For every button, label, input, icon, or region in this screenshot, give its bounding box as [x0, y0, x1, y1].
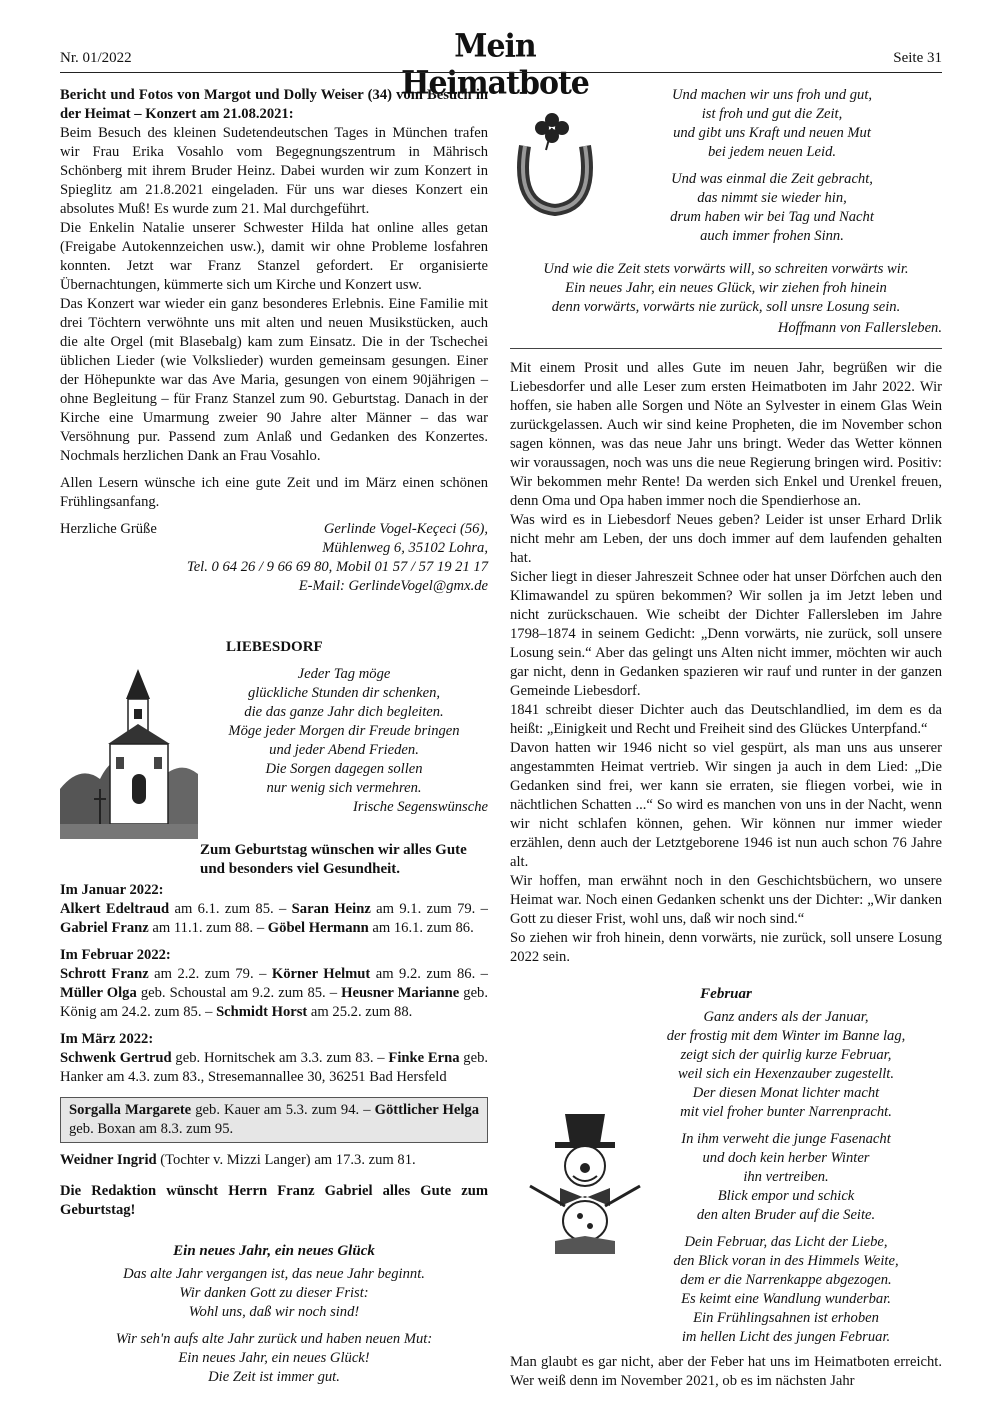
section-title-liebesdorf: LIEBESDORF [226, 639, 323, 655]
issue-number: Nr. 01/2022 [60, 50, 132, 66]
person-detail: am 9.1. zum 79. – [370, 901, 488, 917]
poem-line: Ganz anders als der Januar, [703, 1009, 869, 1025]
horseshoe-clover-illustration [510, 106, 600, 216]
poem-line: das nimmt sie wieder hin, [697, 190, 847, 206]
liebesdorf-block [60, 665, 488, 845]
poem-line: Dein Februar, das Licht der Liebe, [684, 1234, 888, 1250]
person-detail: geb. Hornitschek am 3.3. zum 83. – [171, 1050, 389, 1066]
person-name: Heusner Marianne [341, 985, 460, 1001]
page-number: Seite 31 [893, 50, 942, 66]
article-paragraph-5: Davon hatten wir 1946 nicht so viel gespürt, als man uns aus unserer angestammten Heimat vertrieb. Wir singen ja auch in dem Lied: „Die Gedanken sind frei, wer kann sie erraten, sie fliegen vorbei, wie in nächtlichen Schatten ...“ So wird es manchen von uns in der Nacht, wenn wir nicht schlafen können, gehen. Wir können nur immer wieder erzählen, denn auch der Letztgeborene 1946 ist nun auch schon 76 Jahre alt. [510, 740, 942, 870]
person-detail: am 11.1. zum 88. – [148, 920, 268, 936]
article-paragraph-2: Was wird es in Liebesdorf Neues geben? Leider ist unser Erhard Drlik nicht mehr am Leben, der uns doch immer auf dem laufenden gehalten hat. [510, 512, 942, 566]
poem-line: drum haben wir bei Tag und Nacht [670, 209, 874, 225]
divider-rule [510, 348, 942, 349]
person-detail: geb. König am 24.2. zum 85. – [60, 985, 488, 1020]
month-heading-march: Im März 2022: [60, 1031, 154, 1047]
person-name: Schrott Franz [60, 966, 149, 982]
poem-line: Ein neues Jahr, ein neues Glück, wir ziehen froh hinein [565, 280, 887, 296]
signature-block [60, 520, 488, 596]
person-name: Weidner Ingrid [60, 1152, 157, 1168]
person-name: Alkert Edeltraud [60, 901, 170, 917]
poem-stanza [60, 1330, 488, 1387]
poem-line: Und was einmal die Zeit gebracht, [671, 171, 873, 187]
person-name: Saran Heinz [291, 901, 371, 917]
poem-line: Es keimt eine Wandlung wunderbar. [681, 1291, 891, 1307]
poem-line: Die Sorgen dagegen sollen [265, 761, 423, 777]
article-paragraph-4: 1841 schreibt dieser Dichter auch das Deutschlandlied, im dem es da heißt: „Einigkeit und Recht und Freiheit sind des Glückes Unterpfand.“ [510, 702, 942, 737]
poem-line: Wohl uns, daß wir noch sind! [188, 1304, 360, 1320]
birthday-heading: Zum Geburtstag wünschen wir alles Gute und besonders viel Gesundheit. [200, 842, 467, 877]
poem-line: bei jedem neuen Leid. [707, 144, 837, 160]
poem-stanza [630, 1130, 942, 1225]
sig-line: Gerlinde Vogel-Keçeci (56), [323, 521, 488, 537]
month-heading-february: Im Februar 2022: [60, 947, 171, 963]
greeting: Herzliche Grüße [60, 521, 157, 537]
person-name: Göttlicher Helga [374, 1102, 479, 1118]
poem-line: Möge jeder Morgen dir Freude bringen [228, 723, 460, 739]
person-detail: am 9.2. zum 86. – [370, 966, 488, 982]
signature-address [187, 520, 488, 596]
poem-line: Das alte Jahr vergangen ist, das neue Jahr beginnt. [123, 1266, 425, 1282]
report-paragraph-1: Beim Besuch des kleinen Sudetendeutschen Tages in München trafen wir Frau Erika Vosahlo vom Begegnungszentrum in Mährisch Schönberg mit ihrem Bruder Heinz. Dabei wurden wir zum Konzert in Spieglitz am 21.8.2021 eingeladen. Für uns war dieses Konzert ein absolutes Muß! Es wurde zum 21. Mal durchgeführt. [60, 125, 488, 217]
birthday-list-february [60, 965, 488, 1022]
poem-line: zeigt sich der quirlig kurze Februar, [680, 1047, 892, 1063]
report-paragraph-3: Das Konzert war wieder ein ganz besonderes Erlebnis. Eine Familie mit drei Töchtern verwöhnte uns mit alten und neuen Musikstücken, auch die alte Orgel (mit Blasebalg) kam zum Einsatz. Die in der Tschechei üblichen Lieder (wie Volkslieder) wurden gemeinsam gesungen. Einer der Höhepunkte war das Ave Maria, gesungen von einem 90jährigen – ohne Begleitung – für Franz Stanzel zum 90. Geburtstag. Danach in der Kirche eine Umarmung zweier 90 Jahre alter Männer – das war Versöhnung pur. Passend zum Anlaß und Gedanken des Konzertes. Nochmals herzlichen Dank an Frau Vosahlo. [60, 296, 488, 464]
person-name: Müller Olga [60, 985, 137, 1001]
poem-line: der frostig mit dem Winter im Banne lag, [666, 1028, 906, 1044]
poem-line: weil sich ein Hexenzauber zugestellt. [677, 1066, 895, 1082]
poem-line: den alten Bruder auf die Seite. [696, 1207, 876, 1223]
left-column [60, 86, 488, 1387]
article-paragraph-final: Man glaubt es gar nicht, aber der Feber hat uns im Heimatboten erreicht. Wer weiß denn im November 2021, ob es im nächsten Jahr [510, 1354, 942, 1389]
person-detail: geb. Boxan am 8.3. zum 95. [69, 1121, 234, 1137]
poem-line: Jeder Tag möge [297, 666, 391, 682]
horseshoe-poem-block [510, 86, 942, 256]
poem-stanza [60, 1265, 488, 1322]
poem-title-new-year: Ein neues Jahr, ein neues Glück [173, 1243, 375, 1259]
poem-line: die das ganze Jahr dich begleiten. [244, 704, 444, 720]
horseshoe-poem [602, 86, 942, 246]
report-paragraph-4: Allen Lesern wünsche ich eine gute Zeit und im März einen schönen Frühlingsanfang. [60, 475, 488, 510]
person-name: Körner Helmut [271, 966, 371, 982]
birthday-list-march [60, 1049, 488, 1087]
poem-line: mit viel froher bunter Narrenpracht. [680, 1104, 892, 1120]
sig-line: Mühlenweg 6, 35102 Lohra, [322, 540, 488, 556]
poem-line: Und wie die Zeit stets vorwärts will, so schreiten vorwärts wir. [543, 261, 909, 277]
irish-blessing-poem [200, 665, 488, 817]
sig-line: Tel. 0 64 26 / 9 66 69 80, Mobil 01 57 / 57 19 21 17 [186, 559, 488, 575]
person-detail: geb. Kauer am 5.3. zum 94. – [191, 1102, 375, 1118]
report-paragraph-2: Die Enkelin Natalie unserer Schwester Hilda hat online alles getan (Freigabe Autokennzeichen usw.), damit wir ohne Probleme losfahren konnten. Jetzt war Franz Stanzel gefordert. Er organisierte Übernachtungen, kümmerte sich um Kirche und Konzert usw. [60, 220, 488, 293]
person-name: Schwenk Gertrud [60, 1050, 172, 1066]
february-poem-block [510, 1008, 942, 1347]
poem-stanza [630, 1233, 942, 1347]
person-detail: am 25.2. zum 88. [307, 1004, 413, 1020]
right-column [510, 86, 942, 1391]
poem-line: nur wenig sich vermehren. [266, 780, 422, 796]
report-title: Bericht und Fotos von Margot und Dolly Weiser (34) vom Besuch in der Heimat – Konzert am 21.08.2021: [60, 87, 488, 122]
person-detail: geb. Schoustal am 9.2. zum 85. – [136, 985, 342, 1001]
poem-line: In ihm verweht die junge Fasenacht [681, 1131, 891, 1147]
person-name: Schmidt Horst [216, 1004, 308, 1020]
poem-stanza [602, 86, 942, 162]
person-name: Gabriel Franz [60, 920, 149, 936]
article-paragraph-7: So ziehen wir froh hinein, denn vorwärts, nie zurück, soll unsere Losung 2022 sein. [510, 930, 942, 965]
person-name: Sorgalla Margarete [69, 1102, 192, 1118]
person-detail: (Tochter v. Mizzi Langer) am 17.3. zum 81. [156, 1152, 416, 1168]
header-rule [60, 72, 942, 73]
poem-line: Der diesen Monat lichter macht [692, 1085, 880, 1101]
sig-line: E-Mail: GerlindeVogel@gmx.de [298, 578, 488, 594]
person-name: Göbel Hermann [267, 920, 369, 936]
poem-line: auch immer frohen Sinn. [700, 228, 844, 244]
person-name: Finke Erna [388, 1050, 460, 1066]
poem-line: Blick empor und schick [717, 1188, 855, 1204]
poem-stanza [602, 170, 942, 246]
february-poem [630, 1008, 942, 1347]
poem-line: und gibt uns Kraft und neuen Mut [673, 125, 871, 141]
poem-line: Und machen wir uns froh und gut, [671, 87, 873, 103]
fallersleben-stanza [510, 260, 942, 317]
month-heading-january: Im Januar 2022: [60, 882, 164, 898]
poem-line: Wir danken Gott zu dieser Frist: [179, 1285, 369, 1301]
fallersleben-attribution: Hoffmann von Fallersleben. [777, 320, 942, 336]
poem-line: glückliche Stunden dir schenken, [247, 685, 441, 701]
poem-line: Ein neues Jahr, ein neues Glück! [178, 1350, 370, 1366]
article-paragraph-6: Wir hoffen, man erwähnt noch in den Geschichtsbüchern, wo unsere Heimat war. Noch einen Gedanken schenkt uns der Dichter: „Wir danken Gott zu dieser Frist, wohl uns, daß wir noch sind.“ [510, 873, 942, 927]
article-paragraph-1: Mit einem Prosit und alles Gute im neuen Jahr, begrüßen wir die Liebesdorfer und alle Leser zum ersten Heimatboten im Jahr 2022. Wir hoffen, sie haben alle Sorgen und Nöte an Sylvester in einem Glas Wein zurückgelassen. Auch wir sind keine Propheten, die im November schon sagen können, was das neue Jahr uns bringt. Weder das Wetter können wir voraussagen, noch was uns die neue Regierung bringen wird. Positiv: Wir bekommen mehr Rente! Da werden sich Enkel und Urenkel freuen, denn Oma und Opa haben immer noch die Spendierhose an. [510, 360, 942, 509]
poem-line: Wir seh'n aufs alte Jahr zurück und haben neuen Mut: [115, 1331, 433, 1347]
poem-line: dem er die Narrenkappe abgezogen. [680, 1272, 892, 1288]
person-detail: am 16.1. zum 86. [368, 920, 474, 936]
poem-line: Ein Frühlingsahnen ist erhoben [693, 1310, 879, 1326]
poem-line: Die Zeit ist immer gut. [208, 1369, 340, 1385]
poem-line: denn vorwärts, vorwärts nie zurück, soll unsre Losung sein. [551, 299, 901, 315]
birthday-weidner [60, 1151, 488, 1170]
poem-line: und doch kein herber Winter [702, 1150, 870, 1166]
church-illustration [60, 669, 198, 839]
poem-stanza [630, 1008, 942, 1122]
person-detail: am 2.2. zum 79. – [148, 966, 272, 982]
masthead-logo: Mein Heimatbote [401, 28, 589, 102]
poem-line: den Blick voran in des Himmels Weite, [673, 1253, 899, 1269]
person-detail: am 6.1. zum 85. – [169, 901, 292, 917]
poem-line: ihn vertreiben. [743, 1169, 829, 1185]
editorial-greeting: Die Redaktion wünscht Herrn Franz Gabriel alles Gute zum Geburtstag! [60, 1183, 488, 1218]
person-detail: geb. Hanker am 4.3. zum 83., Stresemannallee 30, 36251 Bad Hersfeld [60, 1050, 489, 1085]
highlight-box-birthdays [60, 1097, 488, 1143]
poem-line: im hellen Licht des jungen Februar. [681, 1329, 891, 1345]
poem-attribution: Irische Segenswünsche [353, 799, 488, 815]
article-paragraph-3: Sicher liegt in dieser Jahreszeit Schnee oder hat unser Dörfchen auch den Klimawandel zu spüren bekommen? Wir sollen ja im Jetzt leben und nicht zurückschauen. Wie scheibt der Dichter Fallersleben im Jahre 1798–1874 in seinem Gedicht: „Denn vorwärts, nie zurück, soll unsere Losung sein.“ Aber das gelingt uns Alten nicht immer, möchten wir auch gar nicht, denn in Gedanken spazieren wir rauf und runter in der ganzen Gemeinde Liebesdorf. [510, 569, 942, 699]
birthday-list-january [60, 900, 488, 938]
poem-title-february: Februar [700, 986, 752, 1002]
poem-line: ist froh und gut die Zeit, [701, 106, 843, 122]
clown-illustration [510, 1106, 660, 1256]
poem-line: und jeder Abend Frieden. [269, 742, 419, 758]
